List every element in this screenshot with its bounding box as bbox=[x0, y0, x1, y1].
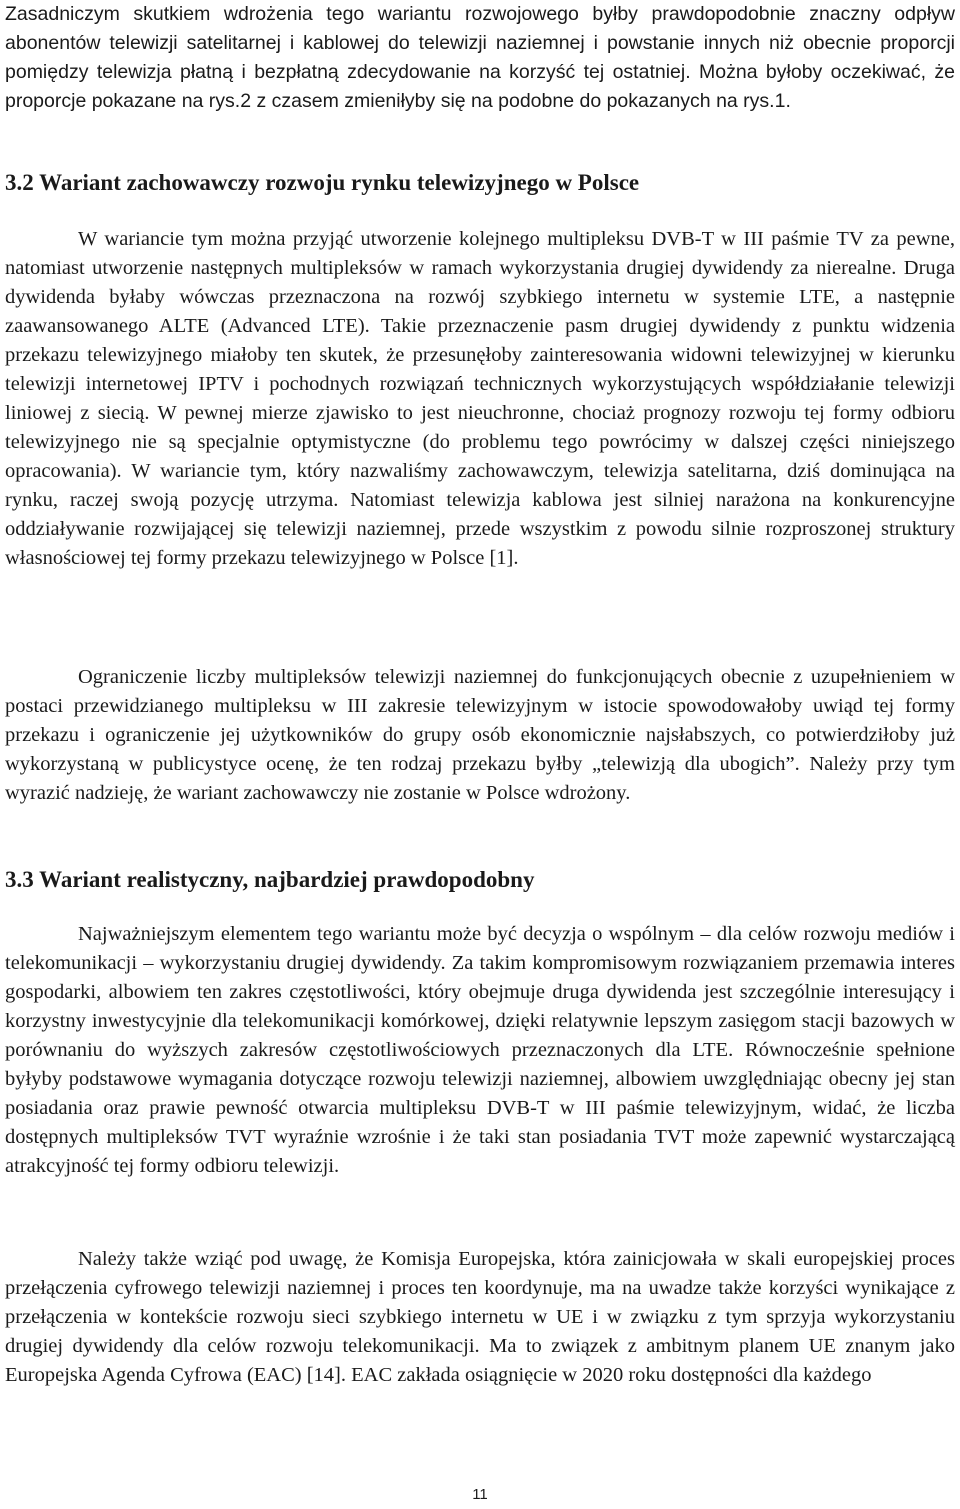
section-heading-3-2: 3.2 Wariant zachowawczy rozwoju rynku telewizyjnego w Polsce bbox=[5, 170, 640, 195]
paragraph-conservative-variant: W wariancie tym można przyjąć utworzenie kolejnego multipleksu DVB-T w III paśmie TV za pewne, natomiast utworzenie następnych multipleksów w ramach wykorzystania drugiej dywidendy za nierealne. Druga dywidenda byłaby wówczas przeznaczona na rozwój szybkiego internetu w systemie LTE, a następnie zaawansowanego ALTE (Advanced LTE). Takie przeznaczenie pasm drugiej dywidendy z punktu widzenia przekazu telewizyjnego miałoby ten skutek, że przesunęłoby zainteresowania widowni telewizyjnej w kierunku telewizji internetowej IPTV i pochodnych rozwiązań technicznych wykorzystujących współdziałanie telewizji liniowej z siecią. W pewnej mierze zjawisko to jest nieuchronne, chociaż prognozy rozwoju tej formy odbioru telewizyjnego nie są specjalnie optymistyczne (do problemu tego powrócimy w dalszej części niniejszego opracowania). W wariancie tym, który nazwaliśmy zachowawczym, telewizja satelitarna, dziś dominująca na rynku, raczej swoją pozycję utrzyma. Natomiast telewizja kablowa jest silniej narażona na konkurencyjne oddziaływanie rozwijającej się telewizji naziemnej, przede wszystkim z powodu silnie rozproszonej struktury własnościowej tej formy przekazu telewizyjnego w Polsce [1]. bbox=[5, 228, 955, 569]
paragraph-realistic-variant: Najważniejszym elementem tego wariantu może być decyzja o wspólnym – dla celów rozwoju mediów i telekomunikacji – wykorzystaniu drugiej dywidendy. Za takim kompromisowym rozwiązaniem przemawia interes gospodarki, albowiem ten zakres częstotliwości, który obejmuje druga dywidenda jest szczególnie interesujący i korzystny inwestycyjnie dla telekomunikacji komórkowej, dzięki relatywnie lepszym zasięgom stacji bazowych w porównaniu do wyższych zakresów częstotliwościowych przeznaczonych dla LTE. Równocześnie spełnione byłyby podstawowe wymagania dotyczące rozwoju telewizji naziemnej, albowiem uwzględniając obecny jej stan posiadania oraz prawie pewność otwarcia multipleksu DVB-T w III paśmie telewizyjnym, widać, że liczba dostępnych multipleksów TVT wyraźnie wzrośnie i że taki stan posiadania TVT może zapewnić wystarczającą atrakcyjność tej formy odbioru telewizji. bbox=[5, 923, 955, 1177]
paragraph-multiplex-limitation: Ograniczenie liczby multipleksów telewizji naziemnej do funkcjonujących obecnie z uzupełnieniem w postaci przewidzianego multipleksu w III zakresie telewizyjnym w istocie spowodowałoby uwiąd tej formy przekazu i ograniczenie jej użytkowników do grupy osób ekonomicznie najsłabszych, co potwierdziłoby już wykorzystaną w publicystyce ocenę, że ten rodzaj przekazu byłby „telewizją dla ubogich”. Należy przy tym wyrazić nadzieję, że wariant zachowawczy nie zostanie w Polsce wdrożony. bbox=[5, 666, 955, 804]
paragraph-european-commission: Należy także wziąć pod uwagę, że Komisja Europejska, która zainicjowała w skali europejskiej proces przełączenia cyfrowego telewizji naziemnej i proces ten koordynuje, ma na uwadze także korzyści wynikające z przełączenia w kontekście rozwoju sieci szybkiego internetu w UE i w związku z tym sprzyja wykorzystaniu drugiej dywidendy dla celów rozwoju telekomunikacji. Ma to związek z ambitnym planem UE znanym jako Europejska Agenda Cyfrowa (EAC) [14]. EAC zakłada osiągnięcie w 2020 roku dostępności dla każdego bbox=[5, 1248, 955, 1386]
section-heading-3-3: 3.3 Wariant realistyczny, najbardziej prawdopodobny bbox=[5, 867, 535, 892]
page-number: 11 bbox=[472, 1486, 488, 1503]
paragraph-intro: Zasadniczym skutkiem wdrożenia tego wariantu rozwojowego byłby prawdopodobnie znaczny odpływ abonentów telewizji satelitarnej i kablowej do telewizji naziemnej i powstanie innych niż obecnie proporcji pomiędzy telewizja płatną i bezpłatną zdecydowanie na korzyść tej ostatniej. Można byłoby oczekiwać, że proporcje pokazane na rys.2 z czasem zmieniłyby się na podobne do pokazanych na rys.1. bbox=[5, 3, 955, 112]
